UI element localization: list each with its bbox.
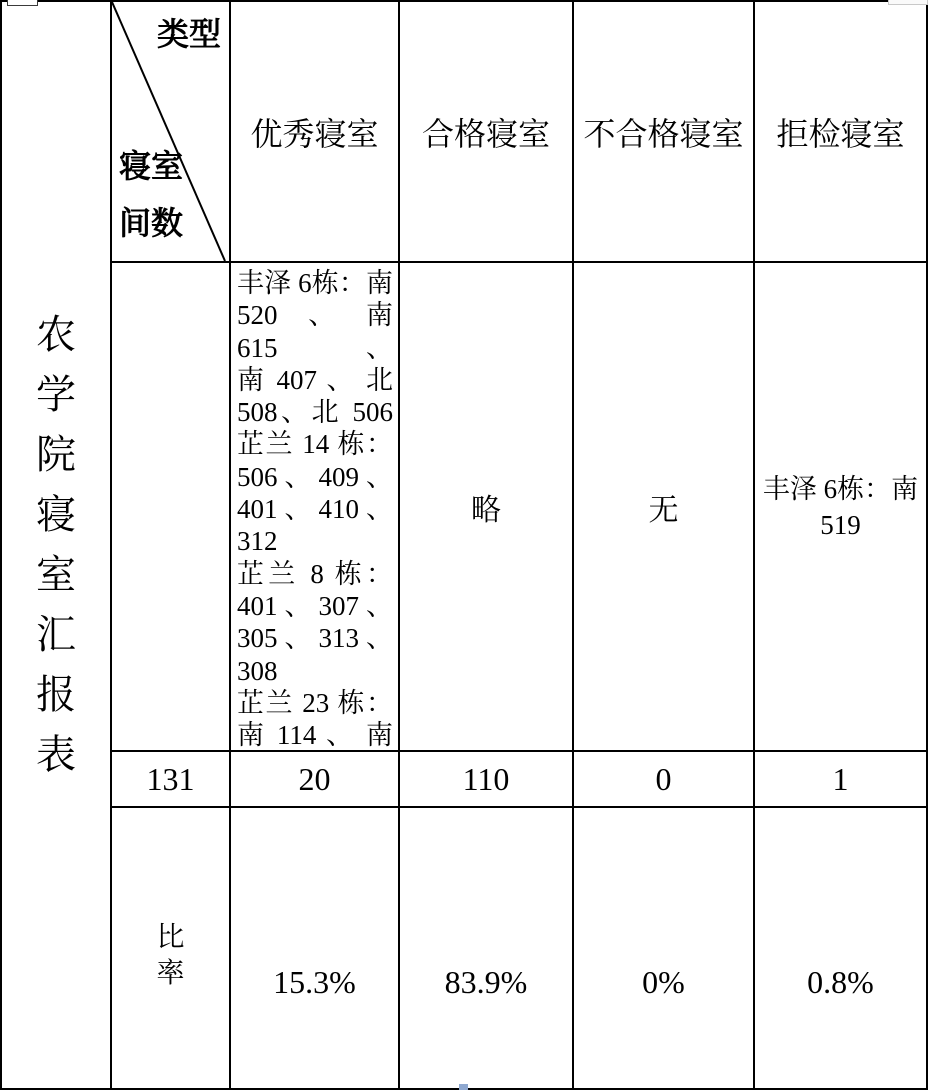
vchar: 室	[36, 552, 76, 597]
column-header-unqualified: 不合格寝室	[574, 2, 755, 263]
count-excellent: 20	[231, 752, 400, 808]
line: 519	[820, 509, 861, 540]
vertical-table-title	[2, 2, 112, 1088]
count-total: 131	[112, 752, 231, 808]
vchar: 汇	[36, 612, 76, 657]
top-right-edge-notch	[888, 0, 928, 5]
line: 丰泽 6栋：南	[237, 268, 393, 298]
line: 520、南 615、	[237, 300, 393, 363]
corner-label-dorm: 寝室	[119, 148, 184, 184]
column-header-refused: 拒检寝室	[755, 2, 926, 263]
line: 芷兰 23 栋：	[237, 687, 393, 718]
qualified-dorm-note: 略	[400, 263, 574, 752]
line: 南 407 、 北	[237, 364, 393, 395]
vchar: 农	[36, 312, 76, 357]
line: 丰泽 6栋：南	[762, 473, 919, 504]
diagonal-header-cell	[112, 2, 231, 263]
ratio-row-label	[112, 808, 231, 1088]
unqualified-dorm-note: 无	[574, 263, 755, 752]
column-header-excellent: 优秀寝室	[231, 2, 400, 263]
vchar: 报	[36, 672, 76, 717]
table-drag-handle[interactable]	[459, 1084, 468, 1090]
count-qualified: 110	[400, 752, 574, 808]
line: 芷兰 8 栋：	[237, 558, 393, 589]
refused-dorm-list	[755, 263, 926, 752]
corner-label-type: 类型	[156, 16, 221, 52]
ratio-excellent: 15.3%	[231, 808, 400, 1088]
line: 506 、 409 、	[237, 461, 393, 492]
line: 305、313、308	[237, 623, 393, 686]
corner-label-room-count: 间数	[119, 205, 184, 241]
column-header-qualified: 合格寝室	[400, 2, 574, 263]
line: 401、410、312	[237, 494, 393, 557]
count-unqualified: 0	[574, 752, 755, 808]
line: 芷兰 14 栋：	[237, 429, 393, 460]
top-left-edge-notch	[7, 0, 38, 6]
excellent-dorm-list	[231, 263, 400, 752]
ratio-refused: 0.8%	[807, 964, 874, 1000]
details-empty-cell	[112, 263, 231, 752]
ratio-qualified: 83.9%	[400, 808, 574, 1088]
vchar: 表	[36, 732, 76, 777]
vchar: 学	[36, 372, 76, 417]
vchar: 寝	[36, 492, 76, 537]
line: 比	[156, 922, 185, 953]
ratio-unqualified: 0%	[574, 808, 755, 1088]
count-refused: 1	[755, 752, 926, 808]
line: 401 、 307 、	[237, 590, 393, 621]
line: 508、北 506	[237, 397, 393, 428]
line: 率	[156, 958, 185, 989]
vchar: 院	[36, 432, 76, 477]
line: 南 114 、 南	[237, 720, 393, 751]
